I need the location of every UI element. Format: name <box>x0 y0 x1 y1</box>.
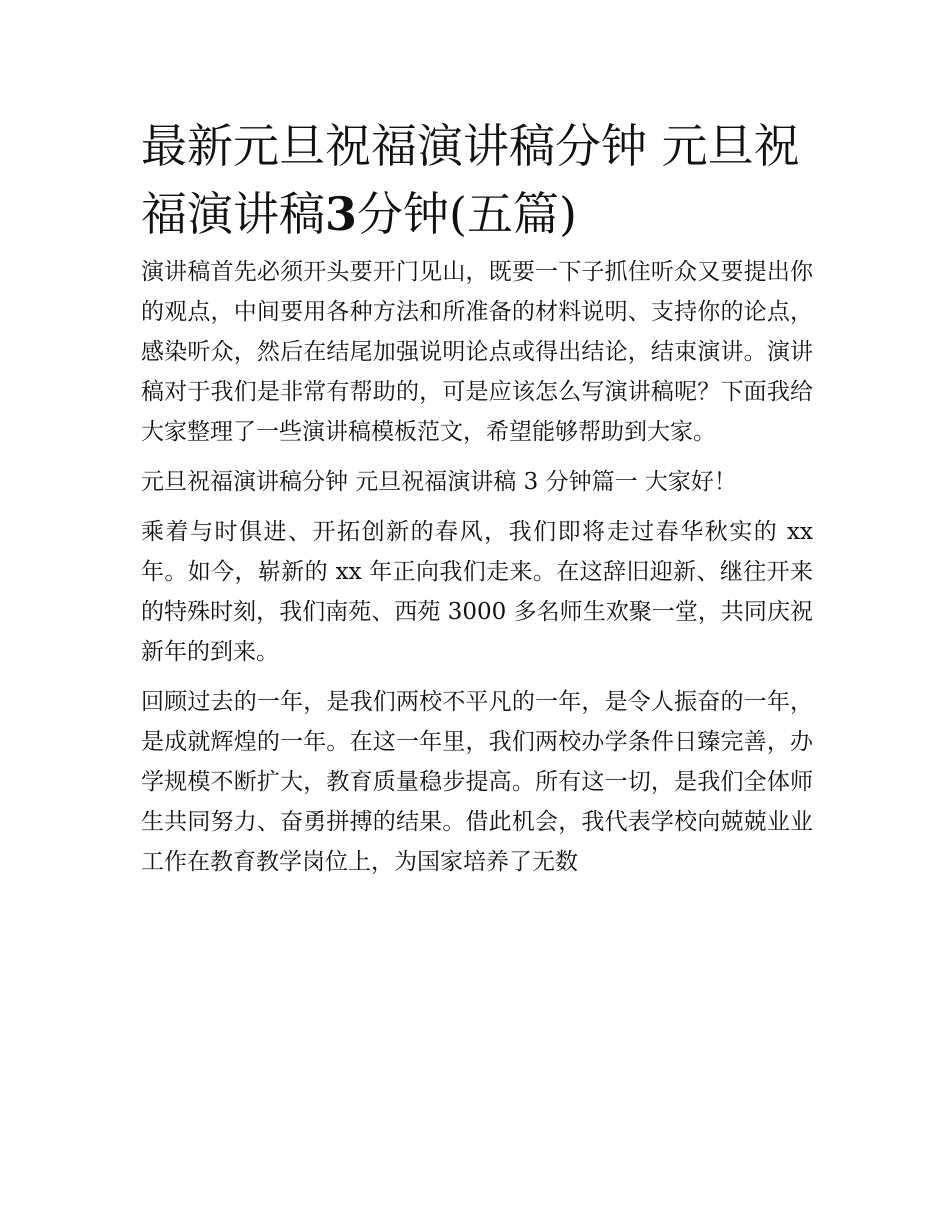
document-page <box>141 112 813 882</box>
document-title <box>141 112 813 248</box>
paragraph-new-year: 乘着与时俱进、开拓创新的春风，我们即将走过春华秋实的 xx 年。如今，崭新的 xx 年正向我们走来。在这辞旧迎新、继往开来的特殊时刻，我们南苑、西苑 3000 多名师生欢聚一堂，共同庆祝新年的到来。 <box>141 519 813 665</box>
paragraph-intro: 演讲稿首先必须开头要开门见山，既要一下子抓住听众又要提出你的观点，中间要用各种方法和所准备的材料说明、支持你的论点，感染听众，然后在结尾加强说明论点或得出结论，结束演讲。演讲稿对于我们是非常有帮助的，可是应该怎么写演讲稿呢？下面我给大家整理了一些演讲稿模板范文，希望能够帮助到大家。 <box>141 259 813 445</box>
paragraph-review: 回顾过去的一年，是我们两校不平凡的一年，是令人振奋的一年，是成就辉煌的一年。在这一年里，我们两校办学条件日臻完善，办学规模不断扩大，教育质量稳步提高。所有这一切，是我们全体师生共同努力、奋勇拼搏的结果。借此机会，我代表学校向兢兢业业工作在教育教学岗位上，为国家培养了无数 <box>141 689 813 875</box>
title-text-part1: 最新元旦祝福演讲稿分钟 元旦祝福演讲稿 <box>141 119 800 241</box>
paragraph-heading-one: 元旦祝福演讲稿分钟 元旦祝福演讲稿 3 分钟篇一 大家好！ <box>141 469 737 495</box>
title-number: 3 <box>325 187 358 241</box>
title-text-part2: 分钟(五篇) <box>357 187 577 241</box>
paragraph-gap <box>141 672 813 682</box>
paragraph-gap <box>141 502 813 512</box>
paragraph-gap <box>141 452 813 462</box>
